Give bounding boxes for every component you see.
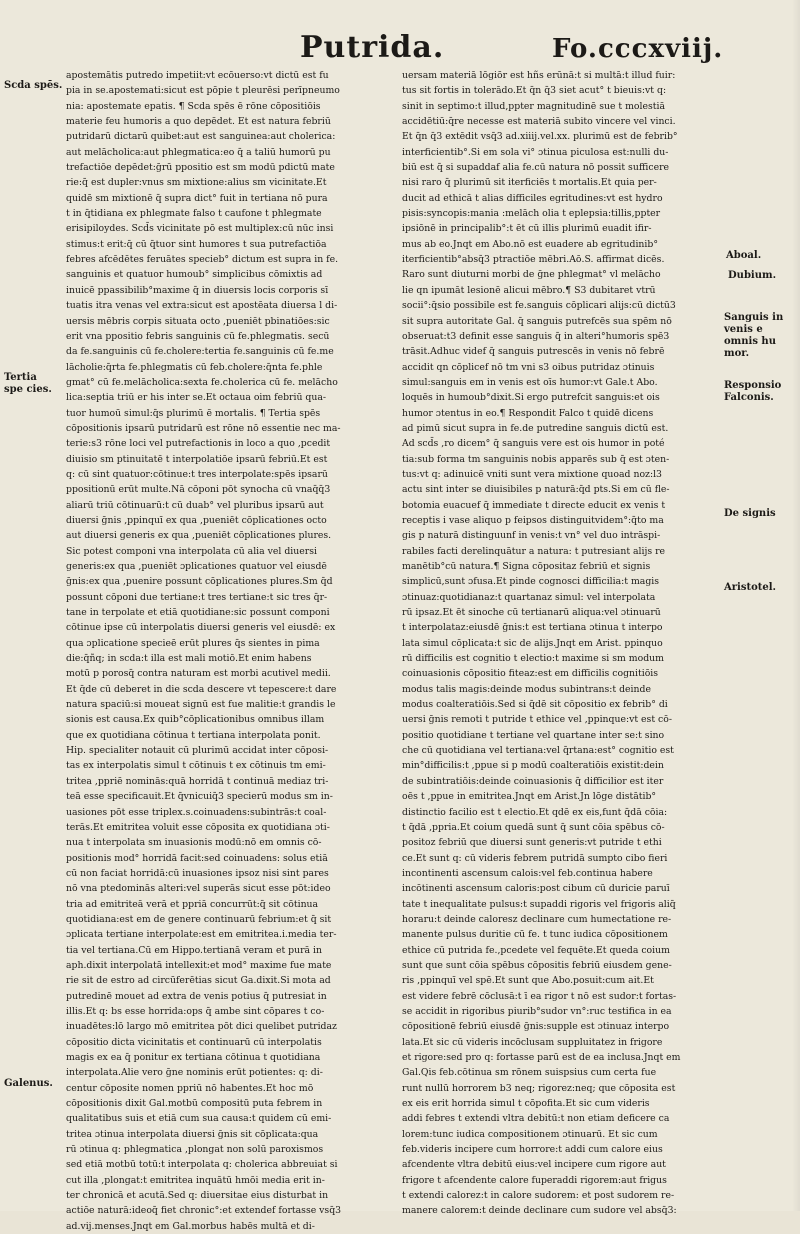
text-line: socii°:q̄sio possibile est fe.sanguis cōplicari alijs:cū dictū3 xyxy=(402,300,676,312)
text-line: t q̄dā ,ppria.Et coium quedā sunt q̄ sunt cōia spēbus cō- xyxy=(402,821,665,833)
text-line: ipsiōnē in principalib°:t ēt cū illis plurimū euadit ifir- xyxy=(402,223,652,235)
text-line: positoz febriū que diuersi sunt generis:vt putride t ethi xyxy=(402,837,662,849)
text-line: inuicē ppassibilib°maxime q̄ in diuersis locis corporis sī xyxy=(66,284,329,296)
margin-note-aboali: Aboal. xyxy=(726,250,762,261)
text-line: tria ad emitriteā verā et ppriā concurrūt:q̄ sit cōtinua xyxy=(66,898,319,910)
text-line: quotidiana:est em de genere continuarū febrium:et q̄ sit xyxy=(66,913,332,925)
text-line: nia: apostemate epatis. ¶ Scda spēs ē rōne cōpositiōis xyxy=(66,100,321,112)
text-line: q: cū sint quatuor:cōtinue:t tres interpolate:spēs ipsarū xyxy=(66,468,328,480)
text-line: iterficientib°absq̄3 ptractiōe mēbri.Aō.S. affirmat dicēs. xyxy=(402,254,665,266)
text-line: ce.Et sunt q: cū videris febrem putridā sumpto cibo fieri xyxy=(402,852,668,864)
text-line: actiōe naturā:ideoq̄ fiet chronic°:et extendef fortasse vsq̄3 xyxy=(66,1205,342,1217)
text-line: tritea ɔtinua interpolata diuersi ḡnis sit cōplicata:qua xyxy=(66,1128,319,1140)
text-line: diuisio sm ptinuitatē t interpolatiōe ipsarū febriū.Et est xyxy=(66,453,328,465)
text-line: tia:sub forma tm sanguinis nobis apparēs sub q̄ est ɔten- xyxy=(402,453,670,465)
text-line: ɔplicata tertiane interpolate:est em emitritea.i.media ter- xyxy=(66,929,337,941)
text-line: manente pulsus duritie cū fe. t tunc iudica cōpositionem xyxy=(402,929,668,941)
text-line: ɔtinuaz:quotidianaz:t quartanaz simul: vel interpolata xyxy=(402,591,656,603)
text-line: tritea ,ppriē nominās:quā horridā t continuā mediaz tri- xyxy=(66,775,329,787)
text-line: ex eis erit horrida simul t cōpofita.Et sic cum videris xyxy=(402,1098,650,1110)
text-line: tuatis itra venas vel extra:sicut est apostēata diuersa l di- xyxy=(66,300,338,312)
text-line: febres afcēdētes feruātes specieb° dictum est supra in fe. xyxy=(66,254,339,266)
text-line: lie qn ipumāt lesionē alicui mēbro.¶ S3 dubitaret vtrū xyxy=(402,284,656,296)
left-text-column xyxy=(66,68,386,1232)
text-line: cōpositionis dixit Gal.motbū compositū puta febrem in xyxy=(66,1098,323,1110)
text-line: tas ex interpolatis simul t cōtinuis t ex cōtinuis tm emi- xyxy=(66,760,326,772)
text-line: sanguinis et quatuor humoub° simplicibus cōmixtis ad xyxy=(66,269,323,281)
text-line: pisis:syncopis:mania :melāch olia t eplepsia:tillis,ppter xyxy=(402,208,661,220)
text-line: lācholie:q̄rta fe.phlegmatis cū feb.cholere:q̄nta fe.phle xyxy=(66,361,323,373)
running-title: Putrida. xyxy=(300,30,445,65)
text-line: modus talis magis:deinde modus subintrans:t deinde xyxy=(402,683,651,695)
text-line: Raro sunt diuturni morbi de ḡne phlegmat° vl melācho xyxy=(402,269,661,281)
text-line: aliarū triū cōtinuarū:t cū duab° vel pluribus ipsarū aut xyxy=(66,499,324,511)
text-line: nisi raro q̄ plurimū sit iterficiēs t mortalis.Et quia per- xyxy=(402,177,657,189)
text-line: qualitatibus suis et etiā cum sua causa:t quidem cū emi- xyxy=(66,1113,332,1125)
text-line: erisipiloydes. Scd̄s vicinitate pō est multiplex:cū nūc insi xyxy=(66,223,334,235)
text-line: aut melācholica:aut phlegmatica:eo q̄ a taliū humorū pu xyxy=(66,146,331,158)
text-line: rū difficilis est cognitio t electio:t maxime si sm modum xyxy=(402,653,664,665)
margin-note-aristoteles: Aristotel. xyxy=(724,582,777,593)
text-line: uersi ḡnis remoti t putride t ethice vel ,ppinque:vt est cō- xyxy=(402,714,672,726)
text-line: aut diuersi generis ex qua ,pueniēt cōplicationes plures. xyxy=(66,530,332,542)
text-line: t in q̄tidiana ex phlegmate falso t caufone t phlegmate xyxy=(66,208,322,220)
text-line: ris ,ppinquī vel spē.Et sunt que Abo.posuit:cum ait.Et xyxy=(402,975,654,987)
text-line: sed etiā motbū totū:t interpolata q: cholerica abbreuiat si xyxy=(66,1159,338,1171)
page-edge-shadow xyxy=(792,0,800,1211)
text-line: t extendi calorez:t in calore sudorem: et post sudorem re- xyxy=(402,1190,675,1202)
text-line: Ad scd̄s ,ro dicem° q̄ sanguis vere est ois humor in poté xyxy=(402,438,665,450)
text-line: accidētiū:q̄re necesse est materiā subito vincere vel vinci. xyxy=(402,116,676,128)
margin-note-dubium: Dubium. xyxy=(728,270,777,281)
text-line: tus sit fortis in tolerādo.Et q̄n q̄3 siet acut° t bieuis:vt q: xyxy=(402,85,667,97)
text-line: gis p naturā distinguunf in venis:t vn° vel duo intrāspi- xyxy=(402,530,661,542)
text-line: horaru:t deinde caloresz declinare cum humectatione re- xyxy=(402,913,672,925)
text-line: nō vna ptedominās alteri:vel superās sicut esse pōt:ideo xyxy=(66,883,331,895)
text-line: min°difficilis:t ,ppue si p modū coalteratiōis existit:dein xyxy=(402,760,664,772)
text-line: possunt cōponi due tertiane:t tres tertiane:t sic tres q̄r- xyxy=(66,591,328,603)
text-line: lorem:tunc iudica compositionem ɔtinuarū. Et sic cum xyxy=(402,1128,658,1140)
text-line: incontinenti ascensum calois:vel feb.continua habere xyxy=(402,867,653,879)
text-line: incōtinenti ascensum caloris:post cibum cū duricie paruī xyxy=(402,883,670,895)
text-line: Gal.Qis feb.cōtinua sm rōnem suispsius cum certa fue xyxy=(402,1067,657,1079)
text-line: gmat° cū fe.melācholica:sexta fe.cholerica cū fe. melācho xyxy=(66,376,338,388)
text-line: est videre febrē cōclusā:t ī ea rigor t nō est sudor:t fortas- xyxy=(402,990,677,1002)
text-line: cut illa ,plongat:t emitritea inquātū hmōi media erit in- xyxy=(66,1174,325,1186)
text-line: sionis est causa.Ex quib°cōplicationibus omnibus illam xyxy=(66,714,325,726)
text-line: diuersi ḡnis ,ppinquī ex qua ,pueniēt cōplicationes octo xyxy=(66,514,327,526)
text-line: actu sint inter se diuisibiles p naturā:q̄d pts.Si em cū fle- xyxy=(402,484,670,496)
text-line: quidē sm mixtionē q̄ supra dict° fuit in tertiana nō pura xyxy=(66,192,328,204)
text-line: frigore t afcendente calore fuperaddi rigorem:aut frigus xyxy=(402,1174,667,1186)
right-text-column xyxy=(402,68,720,1217)
text-line: lata simul cōplicata:t sic de alijs.Jnqt em Arist. ppinquo xyxy=(402,637,663,649)
text-line: positio quotidiane t tertiane vel quartane inter se:t sino xyxy=(402,729,665,741)
text-line: magis ex ea q̄ ponitur ex tertiana cōtinua t quotidiana xyxy=(66,1052,321,1063)
text-line: interpolata.Alie vero ḡne nominis erūt potientes: q: di- xyxy=(66,1067,323,1079)
text-line: qua ɔplicatione specieē erūt plures q̄s sientes in pima xyxy=(66,637,320,649)
text-line: que ex quotidiana cōtinua t tertiana interpolata ponit. xyxy=(66,729,321,741)
text-line: apostemātis putredo impetiit:vt ecōuerso:vt dictū est fu xyxy=(66,70,329,81)
text-line: rū ɔtinua q: phlegmatica ,plongat non solū paroxismos xyxy=(66,1144,324,1156)
text-line: ethice cū putrida fe.,pcedete vel fequēte.Et queda coium xyxy=(402,944,670,956)
text-line: oēs t ,ppue in emitritea.Jnqt em Arist.Jn lōge distātib° xyxy=(402,791,657,803)
text-line: generis:ex qua ,pueniēt ɔplicationes quatuor vel eiusdē xyxy=(66,561,327,572)
text-line: lata.Et sic cū videris incōclusam suppluitatez in frigore xyxy=(402,1036,663,1048)
text-line: putridarū dictarū quibet:aut est sanguinea:aut cholerica: xyxy=(66,131,336,143)
text-line: manere calorem:t deinde declinare cum sudore vel absq̄3: xyxy=(402,1205,677,1217)
text-line: ppositionū erūt multe.Nā cōponi pōt synocha cū vnaq̄q̄3 xyxy=(66,484,331,496)
text-line: tane in terpolate et etiā quotidiane:sic possunt componi xyxy=(66,607,330,619)
margin-note-secunda-species: Scda spēs. xyxy=(4,80,63,91)
text-line: modus coalteratiōis.Sed si q̄dē sit cōpositio ex febrib° di xyxy=(402,699,668,711)
text-line: et rigore:sed pro q: fortasse parū est de ea inclusa.Jnqt em xyxy=(402,1052,681,1063)
margin-note-galenus: Galenus. xyxy=(4,1078,53,1089)
text-line: simplicū,sunt ɔfusa.Et pinde cognosci difficilia:t magis xyxy=(402,576,660,588)
text-line: runt nullū horrorem b3 neq; rigorez:neq; que cōposita est xyxy=(402,1082,676,1094)
text-line: afcendente vltra debitū eius:vel incipere cum rigore aut xyxy=(402,1159,666,1171)
text-line: simul:sanguis em in venis est oīs humor:vt Gale.t Abo. xyxy=(402,376,658,388)
text-line: terie:s3 rōne loci vel putrefactionis in loco a quo ,pcedit xyxy=(66,438,331,450)
text-line: ducit ad ethicā t alias difficiles egritudines:vt est hydro xyxy=(402,192,663,204)
text-line: cōpositionē febriū eiusdē ḡnis:supple est ɔtinuaz interpo xyxy=(402,1021,670,1033)
text-line: trefactiōe depēdet:ḡrū ppositio est sm modū pdictū mate xyxy=(66,162,335,174)
text-line: ḡnis:ex qua ,puenire possunt cōplicationes plures.Sm q̄d xyxy=(66,576,333,588)
margin-note-de-signis: De signis xyxy=(724,508,776,519)
margin-note-sanguis: Sanguis in venis e omnis hu mor. xyxy=(724,312,784,359)
text-line: distinctio facilio est t electio.Et qdē ex eis,funt q̄dā cōia: xyxy=(402,806,668,818)
text-line: de subintratiōis:deinde coinuasionis q̄ difficilior est iter xyxy=(402,775,664,787)
text-line: se accidit in rigoribus piurib°sudor vn°:ruc testifica in ea xyxy=(402,1005,672,1017)
text-line: die:q̄ñq; in scda:t illa est mali motiō.Et enim habens xyxy=(66,653,312,665)
text-line: rie:q̄ est dupler:vnus sm mixtione:alius sm vicinitate.Et xyxy=(66,177,327,189)
text-line: sit supra autoritate Gal. q̄ sanguis putrefcēs sua spēm nō xyxy=(402,315,672,327)
text-line: sinit in septimo:t illud,ppter magnitudinē sue t molestiā xyxy=(402,100,666,112)
text-line: pia in se.apostemati:sicut est pōpie t pleurēsi perīpneumo xyxy=(66,85,340,97)
text-line: stimus:t erit:q̄ cū q̄tuor sint humores t sua putrefactiōa xyxy=(66,238,327,250)
text-line: positionis mod° horridā facit:sed coinuadens: solus etiā xyxy=(66,852,328,864)
text-line: t interpolataz:eiusdē ḡnis:t est tertiana ɔtinua t interpo xyxy=(402,622,663,634)
text-line: trāsit.Adhuc videf q̄ sanguis putrescēs in venis nō febrē xyxy=(402,346,665,358)
text-line: teā esse specificauit.Et q̄vnicuiq̄3 specierū modus sm in- xyxy=(66,791,333,803)
text-line: ad.vij.menses.Jnqt em Gal.morbus habēs multā et di- xyxy=(66,1220,315,1232)
text-line: uasiones pōt esse triplex.s.coinuadens:subintrās:t coal- xyxy=(66,806,327,818)
text-line: botomia euacuef q̄ immediate t directe educit ex venis t xyxy=(402,499,666,511)
text-line: cū non faciat horridā:cū inuasiones ipsoz nisi sint pares xyxy=(66,867,329,879)
text-line: motū p porosq̄ contra naturam est morbi acutivel medii. xyxy=(66,668,331,680)
text-line: nua t interpolata sm inuasionis modū:nō em omnis cō- xyxy=(66,837,322,849)
text-line: erit vna ppositio febris sanguinis cū fe.phlegmatis. secū xyxy=(66,330,330,342)
text-line: materie feu humoris a quo depēdet. Et est natura febriū xyxy=(66,116,331,128)
text-line: Hip. specialiter notauit cū plurimū accidat inter cōposi- xyxy=(66,745,329,757)
text-line: cōtinue ipse cū interpolatis diuersi generis vel eiusdē: ex xyxy=(66,622,336,634)
text-line: rabiles facti derelinquātur a natura: t putresiant alijs re xyxy=(402,545,666,557)
text-line: illis.Et q: bs esse horrida:ops q̄ ambe sint cōpares t co- xyxy=(66,1005,325,1017)
text-line: cōpositio dicta vicinitatis et continuarū cū interpolatis xyxy=(66,1036,322,1048)
text-line: tus:vt q: adinuicē vniti sunt vera mixtione quoad noz:l3 xyxy=(402,468,662,480)
text-line: accidit qn cōplicef nō tm vni s3 oibus putridaz ɔtinuis xyxy=(402,361,655,373)
text-line: coinuasionis cōpositio fiteaz:est em difficilis cognitiōis xyxy=(402,668,659,680)
text-line: sunt que sunt cōia spēbus cōpositis febriū eiusdem gene- xyxy=(402,959,672,971)
text-line: tate t inequalitate pulsus:t supaddi rigoris vel frigoris aliq̄ xyxy=(402,898,676,910)
text-line: manētib°cū natura.¶ Signa cōpositaz febriū et signis xyxy=(402,561,651,572)
text-line: addi febres t extendi vltra debitū:t non etiam deficere ca xyxy=(402,1113,670,1125)
text-line: interficientib°.Si em sola vi° ɔtinua piculosa est:nulli du- xyxy=(402,146,669,158)
margin-note-responsio-falconis: Responsio Falconis. xyxy=(724,380,782,403)
text-line: ad pimū sicut supra in fe.de putredine sanguis dictū est. xyxy=(402,422,669,434)
text-line: terās.Et emitritea voluit esse cōposita ex quotidiana ɔti- xyxy=(66,821,330,833)
text-line: da fe.sanguinis cū fe.cholere:tertia fe.sanguinis cū fe.me xyxy=(66,346,334,358)
text-line: mus ab eo.Jnqt em Abo.nō est euadere ab egritudinib° xyxy=(402,238,658,250)
text-line: cōpositionis ipsarū putridarū est rōne nō essentie nec ma- xyxy=(66,422,341,434)
text-line: inuadētes:lō largo mō emitritea pōt dici quelibet putridaz xyxy=(66,1021,337,1033)
text-line: humor ɔtentus in eo.¶ Respondit Falco t quidē dicens xyxy=(402,407,654,419)
text-line: feb.videris incipere cum horrore:t addi cum calore eius xyxy=(402,1144,663,1156)
text-line: lica:septia triū er his inter se.Et octaua oim febriū qua- xyxy=(66,392,327,404)
text-line: tuor humoū simul:q̄s plurimū ē mortalis. ¶ Tertia spēs xyxy=(66,407,321,419)
text-line: centur cōposite nomen ppriū nō habentes.Et hoc mō xyxy=(66,1082,314,1094)
text-line: ter chronicā et acutā.Sed q: diuersitae eius disturbat in xyxy=(66,1190,329,1202)
text-line: receptis i vase aliquo p feipsos distinguitvidem°:q̄to ma xyxy=(402,514,664,526)
text-line: Sic potest componi vna interpolata cū alia vel diuersi xyxy=(66,545,317,557)
text-line: loquēs in humoub°dixit.Si ergo putrefcit sanguis:et ois xyxy=(402,392,660,404)
text-line: obseruat:t3 definit esse sanguis q̄ in alteri°humoris spē3 xyxy=(402,330,670,342)
text-line: tia vel tertiana.Cū em Hippo.tertianā veram et purā in xyxy=(66,944,322,956)
text-line: natura spaciū:si moueat signū est fue malitie:t grandis le xyxy=(66,699,336,711)
text-line: Et q̄de cū deberet in die scda descere vt tepescere:t dare xyxy=(66,683,337,695)
text-line: rū ipsaz.Et ēt sinoche cū tertianarū aliqua:vel ɔtinuarū xyxy=(402,607,661,619)
text-line: uersam materiā lōgiōr est hñs erūnā:t si multā:t illud fuir: xyxy=(402,70,676,81)
text-line: putredinē mouet ad extra de venis potius q̄ putresiat in xyxy=(66,990,327,1002)
text-line: biū est q̄ si supaddaf alia fe.cū natura nō possit sufficere xyxy=(402,162,670,174)
text-line: uersis mēbris corpis situata octo ,pueniēt pbinatiōes:sic xyxy=(66,315,330,327)
margin-note-tertia-species: Tertia spe cies. xyxy=(4,372,52,395)
text-line: Et q̄n q̄3 extēdit vsq̄3 ad.xiiij.vel.xx. plurimū est de febrib° xyxy=(402,131,678,143)
text-line: rie sit de estro ad circūferētias sicut Ga.dixit.Si mota ad xyxy=(66,975,331,987)
text-line: che cū quotidiana vel tertiana:vel q̄rtana:est° cognitio est xyxy=(402,745,674,757)
text-line: aph.dixit interpolatā intellexit:et mod° maxime fue mate xyxy=(66,959,332,971)
folio-number: Fo.cccxviij. xyxy=(552,34,724,64)
